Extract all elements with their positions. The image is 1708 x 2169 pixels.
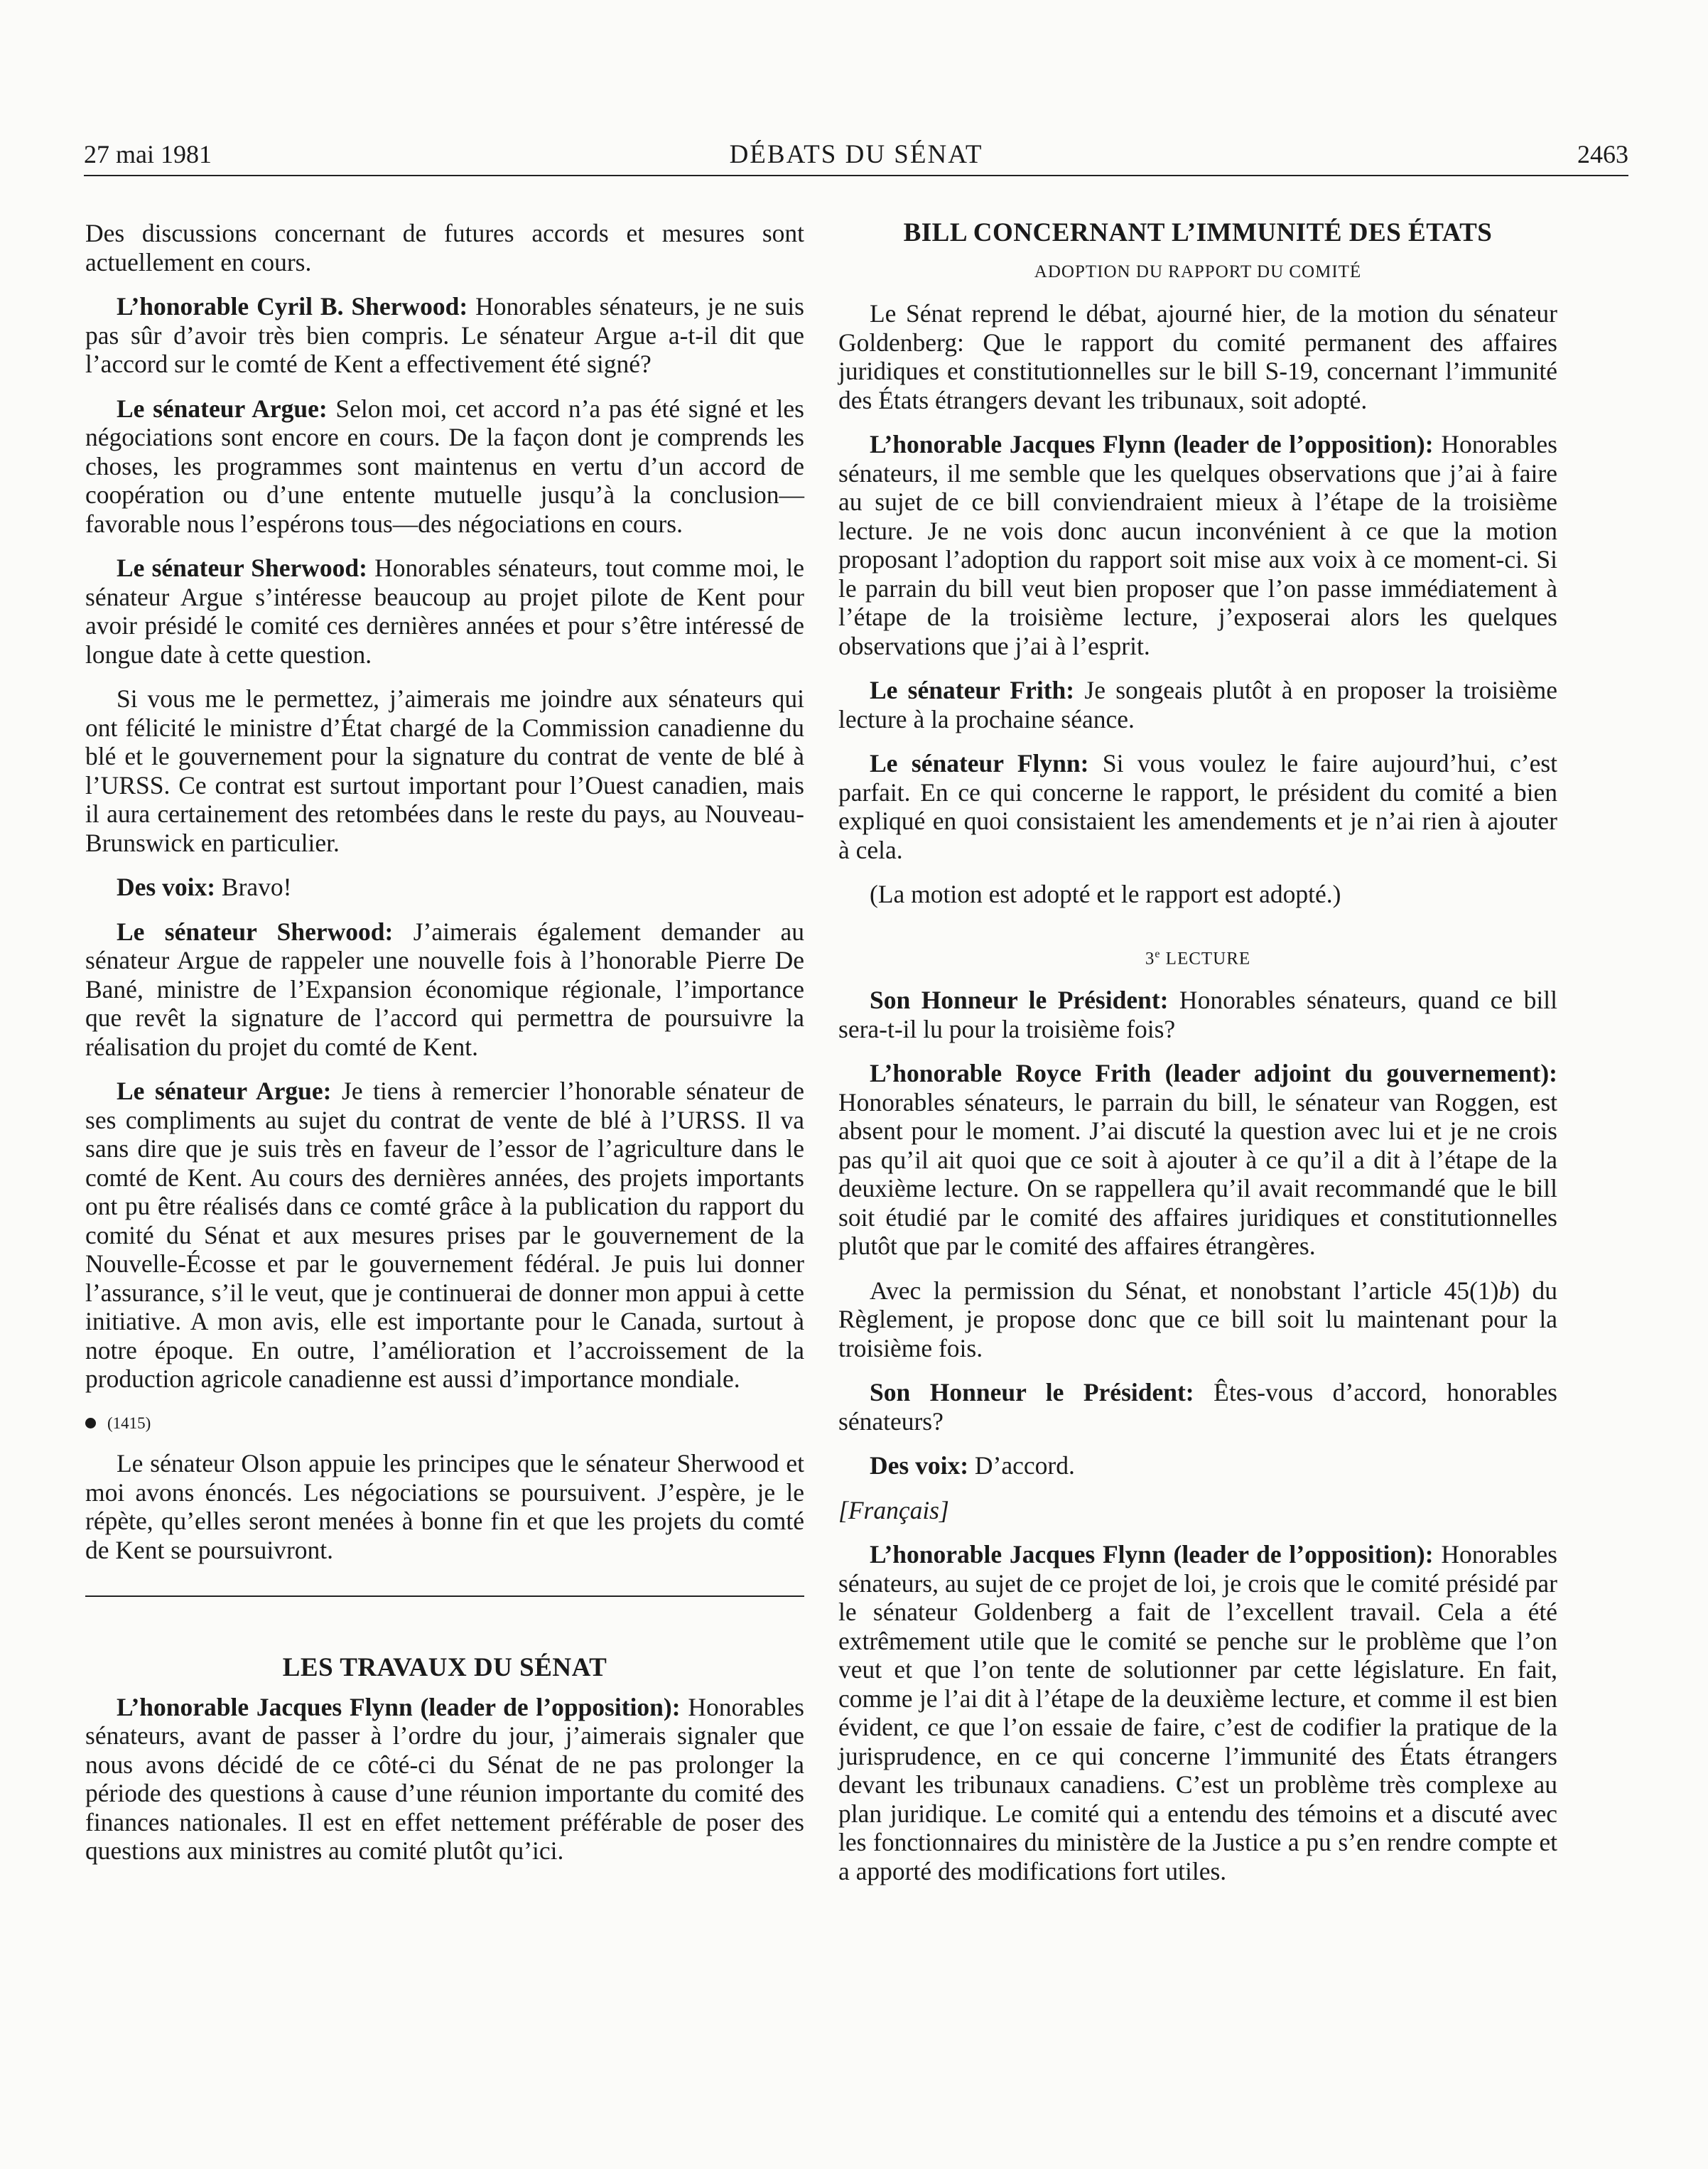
paragraph [838, 676, 1557, 733]
speaker-name: L’honorable Cyril B. Sherwood: [117, 292, 468, 321]
speaker-name: Le sénateur Sherwood: [117, 554, 367, 582]
language-marker: [Français] [838, 1495, 949, 1524]
time-marker [85, 1409, 804, 1438]
speaker-name: Son Honneur le Président: [870, 1378, 1194, 1407]
speech-text: Honorables sénateurs, avant de passer à l’ordre du jour, j’aimerais signaler que nous avons décidé de ce côté-ci du Sénat de ne pas prolonger la période des questions à cause d’une réunion importante du comité des finances nationales. Il est en effet nettement préférable de poser des questions aux ministres au comité plutôt qu’ici. [85, 1692, 804, 1865]
speech-text: Honorables sénateurs, au sujet de ce projet de loi, je crois que le comité présidé par le sénateur Goldenberg a fait de l’excellent travail. Cela a été extrêmement utile que le comité se penche sur le problème que l’on veut et que l’on tente de solutionner par cette législature. En fait, comme je l’ai dit à l’étape de la deuxième lecture, et comme il est bien évident, ce que l’on essaie de faire, c’est de codifier la pratique de la jurisprudence, en ce qui concerne l’immunité des États étrangers devant les tribunaux canadiens. C’est un problème très complexe au plan juridique. Le comité qui a entendu des témoins et a discuté avec les fonctionnaires du ministère de la Justice a pu s’en rendre compte et a apporté des modifications fort utiles. [838, 1540, 1557, 1885]
section-subtitle: ADOPTION DU RAPPORT DU COMITÉ [1034, 262, 1362, 281]
paragraph: Le Sénat reprend le débat, ajourné hier, de la motion du sénateur Goldenberg: Que le rapport du comité permanent des affaires juridiques et constitutionnelles sur le bill S-19, concernant l’immunité des États étrangers devant les tribunaux, soit adopté. [838, 299, 1557, 414]
paragraph: Des discussions concernant de futures accords et mesures sont actuellement en cours. [85, 219, 804, 276]
speech-text: Honorables sénateurs, tout comme moi, le sénateur Argue s’intéresse beaucoup au projet pilote de Kent pour avoir présidé le comité ces dernières années et pour s’être intéressé de longue date à cette question. [85, 554, 804, 669]
bullet-dot-icon [85, 1418, 96, 1428]
section-subtitle [838, 940, 1557, 974]
speaker-name: Son Honneur le Président: [870, 986, 1169, 1015]
speech-text: Honorables sénateurs, quand ce bill sera-t-il lu pour la troisième fois? [838, 986, 1557, 1043]
header-date: 27 mai 1981 [84, 140, 212, 168]
speech-text: ) du Règlement, je propose donc que ce bill soit lu maintenant pour la troisième fois. [838, 1276, 1557, 1362]
paragraph [85, 917, 804, 1062]
speaker-name: L’honorable Royce Frith (leader adjoint du gouvernement): [870, 1059, 1557, 1088]
paragraph [838, 749, 1557, 864]
paragraph [85, 394, 804, 539]
paragraph [85, 292, 804, 379]
speech-text: Avec la permission du Sénat, et nonobstant l’article 45(1) [870, 1276, 1499, 1305]
paragraph [838, 430, 1557, 660]
time-marker-text: (1415) [107, 1414, 151, 1432]
paragraph [838, 986, 1557, 1043]
paragraph: Le sénateur Olson appuie les principes que le sénateur Sherwood et moi avons énoncés. Les négociations se poursuivent. J’espère, je le répète, qu’elles seront menées à bonne fin et que les projets du comté de Kent se poursuivront. [85, 1449, 804, 1564]
speech-text: Êtes-vous d’accord, honorables sénateurs? [838, 1378, 1557, 1436]
section-divider [85, 1595, 804, 1597]
speech-text: Je tiens à remercier l’honorable sénateur de ses compliments au sujet du contrat de vente de blé à l’URSS. Il va sans dire que je suis très en faveur de l’essor de l’agriculture dans le comté de Kent. Au cours des dernières années, des projets importants ont pu être réalisés dans ce comté grâce à la publication du rapport du comité du Sénat et aux mesures prises par le gouvernement de la Nouvelle-Écosse et par le gouvernement fédéral. Je puis lui donner l’assurance, s’il le veut, que je continuerai de donner mon appui à cette initiative. A mon avis, elle est importante pour le Canada, surtout à notre époque. En outre, l’amélioration et l’accroissement de la production agricole canadienne est aussi d’importance mondiale. [85, 1077, 804, 1393]
italic-letter: b [1498, 1276, 1512, 1305]
ordinal-number: 3 [1145, 948, 1155, 968]
speaker-name: Le sénateur Argue: [117, 394, 328, 423]
paragraph [838, 1451, 1557, 1480]
speech-text: D’accord. [968, 1451, 1075, 1480]
subtitle-text: LECTURE [1160, 948, 1251, 968]
speech-text: Honorables sénateurs, je ne suis pas sûr d’avoir très bien compris. Le sénateur Argue a-t-il dit que l’accord sur le comté de Kent a effectivement été signé? [85, 292, 804, 378]
ordinal-suffix: e [1155, 947, 1161, 960]
page-header [84, 135, 1628, 176]
speaker-name: Le sénateur Flynn: [870, 749, 1089, 777]
speaker-name: Des voix: [117, 873, 216, 901]
paragraph [85, 1077, 804, 1394]
section-title: BILL CONCERNANT L’IMMUNITÉ DES ÉTATS [903, 218, 1493, 247]
speech-text: Je songeais plutôt à en proposer la troisième lecture à la prochaine séance. [838, 676, 1557, 733]
paragraph: (La motion est adopté et le rapport est adopté.) [870, 880, 1341, 908]
speech-text: Selon moi, cet accord n’a pas été signé et les négociations sont encore en cours. De la façon dont je comprends les choses, les programmes sont maintenus en vertu d’un accord de coopération ou d’une entente mutuelle jusqu’à la conclusion—favorable nous l’espérons tous—des négociations en cours. [85, 394, 804, 538]
speaker-name: Des voix: [870, 1451, 969, 1480]
left-column [85, 219, 804, 1881]
speaker-name: Le sénateur Frith: [870, 676, 1075, 704]
speech-text: J’aimerais également demander au sénateur Argue de rappeler une nouvelle fois à l’honorable Pierre De Bané, ministre de l’Expansion économique régionale, l’importance que revêt la signature de l’accord qui permettra de poursuivre la réalisation du projet du comté de Kent. [85, 917, 804, 1061]
paragraph [85, 873, 804, 902]
speaker-name: Le sénateur Sherwood: [117, 917, 394, 946]
paragraph [838, 1059, 1557, 1261]
paragraph [838, 1378, 1557, 1436]
speaker-name: Le sénateur Argue: [117, 1077, 332, 1105]
paragraph: Si vous me le permettez, j’aimerais me joindre aux sénateurs qui ont félicité le ministre d’État chargé de la Commission canadienne du blé et le gouvernement pour la signature du contrat de vente de blé à l’URSS. Ce contrat est surtout important pour l’Ouest canadien, mais il aura certainement des retombées dans le reste du pays, au Nouveau-Brunswick en particulier. [85, 684, 804, 857]
header-page-number: 2463 [1577, 140, 1628, 168]
paragraph [838, 1276, 1557, 1363]
speech-text: Bravo! [215, 873, 292, 901]
speech-text: Honorables sénateurs, le parrain du bill, le sénateur van Roggen, est absent pour le moment. J’ai discuté la question avec lui et je ne crois pas qu’il ait quoi que ce soit à ajouter à ce qu’il a dit à l’étape de la deuxième lecture. On se rappellera qu’il avait recommandé que le bill soit étudié par le comité des affaires juridiques et constitutionnelles plutôt que par le comité des affaires étrangères. [838, 1087, 1557, 1261]
speech-text: Si vous voulez le faire aujourd’hui, c’est parfait. En ce qui concerne le rapport, le président du comité a bien expliqué en quoi consistaient les amendements et je n’ai rien à ajouter à cela. [838, 749, 1558, 864]
speaker-name: L’honorable Jacques Flynn (leader de l’opposition): [870, 430, 1434, 458]
speaker-name: L’honorable Jacques Flynn (leader de l’opposition): [870, 1540, 1434, 1569]
speech-text: Honorables sénateurs, il me semble que les quelques observations que j’ai à faire au sujet de ce bill conviendraient mieux à l’étape de la troisième lecture. Je ne vois donc aucun inconvénient à ce que la motion proposant l’adoption du rapport soit mise aux voix à ce moment-ci. Si le parrain du bill veut bien proposer que l’on passe immédiatement à l’étape de la troisième lecture, j’exposerai alors les quelques observations que j’ai à l’esprit. [838, 430, 1557, 660]
speaker-name: L’honorable Jacques Flynn (leader de l’opposition): [117, 1692, 681, 1721]
paragraph [838, 1540, 1557, 1885]
paragraph [85, 1693, 804, 1866]
paragraph [85, 554, 804, 669]
right-column [838, 219, 1557, 1901]
section-title: LES TRAVAUX DU SÉNAT [282, 1653, 607, 1682]
header-title: DÉBATS DU SÉNAT [729, 140, 983, 169]
